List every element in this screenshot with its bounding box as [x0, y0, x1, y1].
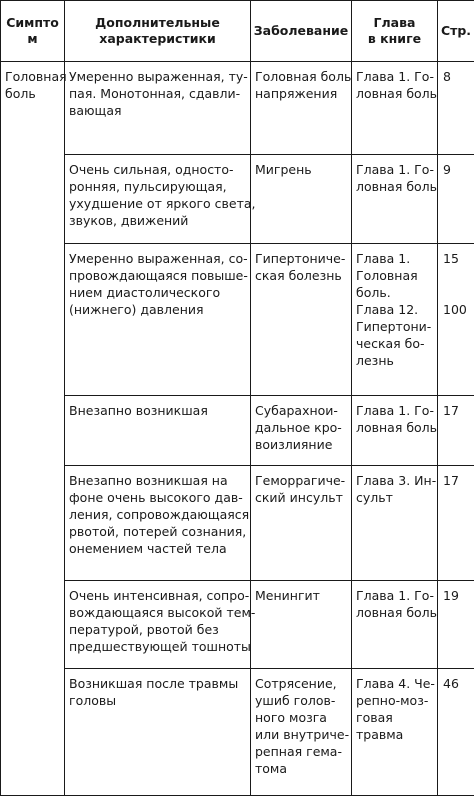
chapter-cell-line: сульт [356, 489, 433, 506]
disease-cell-line: Сотрясение, [255, 675, 347, 692]
characteristics-cell-line: ухудшение от яркого света, [69, 195, 246, 212]
chapter-cell-line: ловная боль [356, 604, 433, 621]
characteristics-cell [65, 669, 251, 796]
disease-cell-line: Менингит [255, 587, 347, 604]
chapter-cell-line: Глава 4. Че- [356, 675, 433, 692]
chapter-cell-line: лезнь [356, 352, 433, 369]
disease-cell-line: ушиб голов- [255, 692, 347, 709]
characteristics-cell [65, 466, 251, 581]
disease-cell-line: Мигрень [255, 161, 347, 178]
chapter-cell-line: Глава 1. Го- [356, 587, 433, 604]
characteristics-cell-line: Умеренно выраженная, ту- [69, 68, 246, 85]
page-number: 9 [443, 161, 472, 178]
header-chapter-line: Глава [354, 15, 435, 31]
chapter-cell-line: Гипертони- [356, 318, 433, 335]
characteristics-cell [65, 62, 251, 155]
characteristics-cell-line: вождающаяся высокой тем- [69, 604, 246, 621]
disease-cell-line: или внутриче- [255, 726, 347, 743]
characteristics-cell [65, 581, 251, 669]
chapter-cell-line: травма [356, 726, 433, 743]
chapter-cell-line: ловная боль [356, 178, 433, 195]
header-disease: Заболевание [251, 1, 352, 62]
characteristics-cell-line: звуков, движений [69, 212, 246, 229]
symptom-line: боль [5, 85, 60, 102]
characteristics-cell-line: нием диастолического [69, 284, 246, 301]
page-number: 100 [443, 301, 472, 318]
characteristics-cell [65, 155, 251, 244]
page-number: 8 [443, 68, 472, 85]
symptom-cell [1, 62, 65, 796]
table-row [1, 669, 474, 796]
disease-cell-line: воизлияние [255, 436, 347, 453]
chapter-cell [352, 396, 438, 466]
disease-cell [251, 466, 352, 581]
table-row [1, 62, 474, 155]
chapter-cell [352, 669, 438, 796]
page-number: 17 [443, 402, 472, 419]
characteristics-cell-line: ления, сопровождающаяся [69, 506, 246, 523]
chapter-cell [352, 581, 438, 669]
disease-cell-line: репная гема- [255, 743, 347, 760]
page-cell [438, 62, 474, 155]
page-cell [438, 396, 474, 466]
table-row [1, 244, 474, 396]
header-row [1, 1, 474, 62]
characteristics-cell [65, 244, 251, 396]
page-cell [438, 244, 474, 396]
disease-cell [251, 155, 352, 244]
chapter-cell-line: боль. [356, 284, 433, 301]
disease-cell-line: тома [255, 760, 347, 777]
header-symptom: Симптом [1, 1, 65, 62]
page-number: 46 [443, 675, 472, 692]
page-cell [438, 669, 474, 796]
chapter-cell-line: Глава 1. Го- [356, 68, 433, 85]
chapter-cell [352, 155, 438, 244]
disease-cell-line: ский инсульт [255, 489, 347, 506]
table-row [1, 466, 474, 581]
disease-cell-line: Субарахнои- [255, 402, 347, 419]
characteristics-cell-line: фоне очень высокого дав- [69, 489, 246, 506]
chapter-cell-line: ловная боль [356, 419, 433, 436]
characteristics-cell-line: предшествующей тошноты [69, 638, 246, 655]
disease-cell-line: ская болезнь [255, 267, 347, 284]
header-page: Стр. [438, 1, 474, 62]
chapter-cell-line: Глава 1. Го- [356, 402, 433, 419]
header-characteristics [65, 1, 251, 62]
page-cell [438, 155, 474, 244]
chapter-cell-line: репно-моз- [356, 692, 433, 709]
chapter-cell [352, 62, 438, 155]
disease-cell-line: дальное кро- [255, 419, 347, 436]
chapter-cell-line: Глава 12. [356, 301, 433, 318]
table-row [1, 581, 474, 669]
chapter-cell-line: говая [356, 709, 433, 726]
page-cell [438, 466, 474, 581]
disease-cell [251, 62, 352, 155]
characteristics-cell-line: онемением частей тела [69, 540, 246, 557]
chapter-cell-line: Глава 3. Ин- [356, 472, 433, 489]
header-chapter [352, 1, 438, 62]
chapter-cell-line: Глава 1. [356, 250, 433, 267]
characteristics-cell-line: головы [69, 692, 246, 709]
disease-cell-line: Гипертониче- [255, 250, 347, 267]
header-characteristics-line: Дополнительные [67, 15, 248, 31]
page-number: 17 [443, 472, 472, 489]
characteristics-cell-line: Внезапно возникшая [69, 402, 246, 419]
characteristics-cell-line: Возникшая после травмы [69, 675, 246, 692]
table-row [1, 155, 474, 244]
characteristics-cell-line: Внезапно возникшая на [69, 472, 246, 489]
header-characteristics-line: характеристики [67, 31, 248, 47]
characteristics-cell-line: вающая [69, 102, 246, 119]
chapter-cell [352, 244, 438, 396]
disease-cell-line: Головная боль [255, 68, 347, 85]
characteristics-cell-line: Умеренно выраженная, со- [69, 250, 246, 267]
page-number: 15 [443, 250, 472, 267]
characteristics-cell-line: ронняя, пульсирующая, [69, 178, 246, 195]
disease-cell-line: ного мозга [255, 709, 347, 726]
table-body [1, 62, 474, 796]
page-cell [438, 581, 474, 669]
chapter-cell-line: ловная боль [356, 85, 433, 102]
page-number: 19 [443, 587, 472, 604]
disease-cell [251, 669, 352, 796]
disease-cell [251, 581, 352, 669]
chapter-cell-line: Головная [356, 267, 433, 284]
characteristics-cell-line: провождающаяся повыше- [69, 267, 246, 284]
disease-cell-line: напряжения [255, 85, 347, 102]
disease-cell [251, 244, 352, 396]
header-chapter-line: в книге [354, 31, 435, 47]
characteristics-cell-line: пературой, рвотой без [69, 621, 246, 638]
characteristics-cell-line: пая. Монотонная, сдавли- [69, 85, 246, 102]
characteristics-cell-line: рвотой, потерей сознания, [69, 523, 246, 540]
table-row [1, 396, 474, 466]
disease-cell [251, 396, 352, 466]
chapter-cell-line: ческая бо- [356, 335, 433, 352]
characteristics-cell-line: Очень интенсивная, сопро- [69, 587, 246, 604]
characteristics-cell [65, 396, 251, 466]
characteristics-cell-line: Очень сильная, односто- [69, 161, 246, 178]
chapter-cell [352, 466, 438, 581]
disease-cell-line: Геморрагиче- [255, 472, 347, 489]
chapter-cell-line: Глава 1. Го- [356, 161, 433, 178]
symptom-line: Головная [5, 68, 60, 85]
characteristics-cell-line: (нижнего) давления [69, 301, 246, 318]
